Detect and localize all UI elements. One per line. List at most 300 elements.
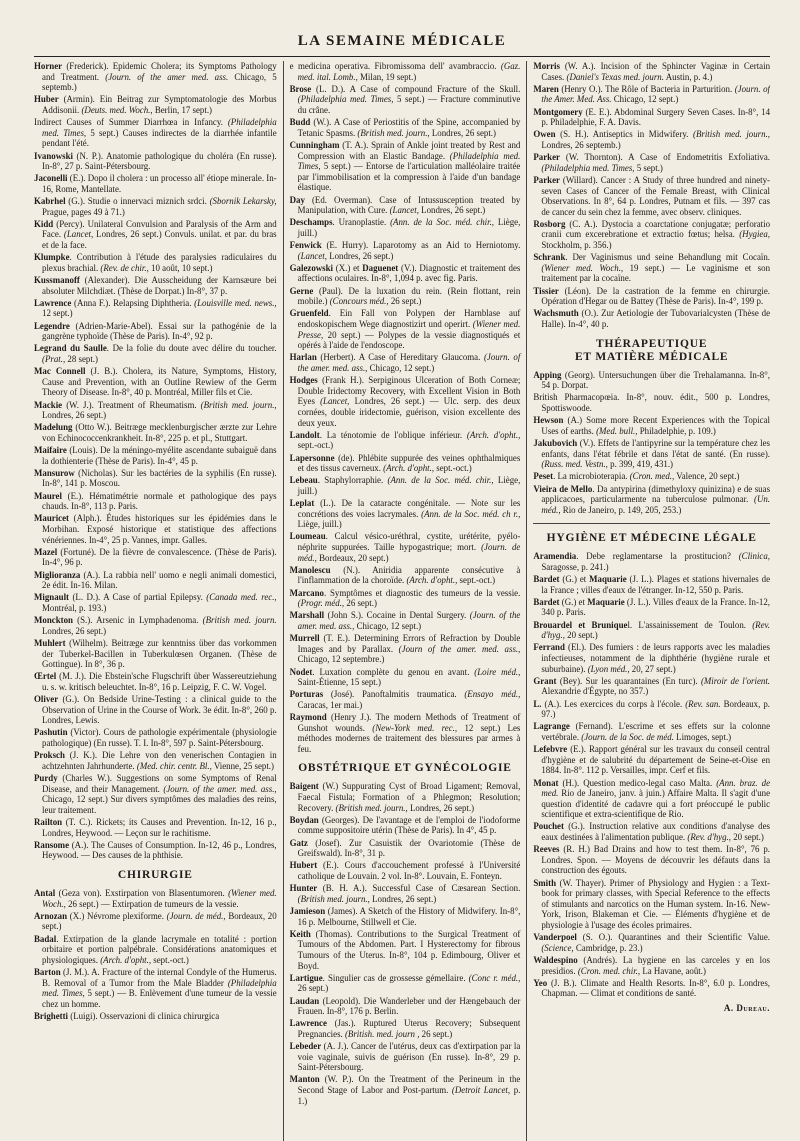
- entry-author: Reeves: [533, 844, 560, 855]
- entry-source: (Lyon méd.,: [587, 663, 630, 674]
- entry-source: (Lancet,: [63, 229, 94, 240]
- entry-text: (Fortuné). De la fièvre de convalescence. (Thèse de Paris). In-4°, 96 p.: [42, 546, 277, 568]
- bibliography-entry: [533, 484, 770, 516]
- entry-source: (Rev. d'hyg.,: [541, 619, 771, 641]
- entry-text: 5 sept.): [634, 162, 663, 173]
- entry-author: Proksch: [34, 750, 65, 761]
- bibliography-entry: [34, 615, 277, 636]
- entry-author: Daguenet: [362, 262, 399, 273]
- entry-text: Limoges, sept.): [673, 731, 732, 742]
- bibliography-entry: [290, 781, 521, 813]
- entry-text: (V.). Effets de l'antipyrine sur la température chez les enfants, dans l'état fébrile et dans l'état de santé. (En russe).: [541, 437, 771, 459]
- entry-text: Vienne, 25 sept.): [211, 760, 274, 771]
- entry-author: Brighetti: [34, 1010, 69, 1021]
- entry-text: Chicago, 12 septembre.): [297, 654, 385, 665]
- bibliography-entry: [533, 721, 770, 742]
- entry-text: . Luxation complète du genou en avant.: [312, 666, 475, 677]
- entry-text: Caracas, 1er mai.): [297, 699, 363, 710]
- entry-author: Budd: [289, 117, 311, 128]
- entry-source: (Sbornik Lekarsky,: [209, 196, 277, 207]
- bibliography-entry: [533, 392, 770, 413]
- entry-source: (Wiener med. Woch.,: [42, 887, 277, 909]
- entry-author: Harlan: [289, 352, 317, 363]
- bibliography-entry: [290, 498, 521, 530]
- entry-text: (R. H.) Bad Drains and how to test them. In-8°, 76 p. Londres. Spon. — Moyens de découvrir les défauts dans la construction des égouts.: [541, 844, 771, 876]
- bibliography-entry: [290, 633, 521, 665]
- entry-source: (Loire méd.,: [474, 666, 521, 677]
- entry-source: (British. med. journ ,: [344, 1028, 420, 1039]
- bibliography-entry: [290, 475, 521, 496]
- entry-text: . Uranoplastie.: [332, 217, 391, 228]
- entry-text: (T. A.). Sprain of Ankle joint treated by Rest and Compression with an Elastic Bandage.: [297, 139, 521, 161]
- entry-text: (T. C.). Rickets; its Causes and Prevention. In-12, 16 p., Londres, Heywood. — Leçon sur le rachitisme.: [42, 817, 277, 838]
- bibliography-entry: [290, 1074, 521, 1106]
- entry-author: Montgomery: [533, 106, 583, 117]
- entry-author: Landolt: [289, 429, 320, 440]
- entry-text: (H.). Question medico-legal caso Malta.: [558, 777, 717, 788]
- entry-text: (A.). La rabbia nell' uomo e negli animali domestici, 2e édit. In-16. Milan.: [42, 569, 277, 591]
- bibliography-entry: [533, 676, 770, 697]
- bibliography-entry: [34, 671, 277, 692]
- entry-source: (Ann. de la Soc. méd. ch r.,: [421, 508, 521, 519]
- entry-text: Chicago, 12 sept.): [354, 620, 422, 631]
- bibliography-entry: [34, 547, 277, 568]
- entry-text: 20 sept.) — Polypes de la vessie diagnostiqués et opérés à l'aide de l'endoscope.: [297, 329, 521, 351]
- entry-text: Chicago, 5 septemb.): [42, 71, 277, 93]
- entry-source: (Cron. med. chir.,: [577, 965, 641, 976]
- entry-source: (Wiener med. Woch.,: [541, 262, 624, 273]
- entry-text: (W.) Suppurating Cyst of Broad Ligament; Removal, Faecal Fistula; Formation of a Phlegmon; Resolution; Recovery.: [297, 781, 521, 813]
- entry-source: (Rev. san.: [685, 698, 721, 709]
- entry-text: (J. M.). A. Fracture of the internal Condyle of the Humerus. B. Removal of a Tumor from the Male Bladder: [42, 966, 277, 988]
- section-heading: HYGIÈNE ET MÉDECINE LÉGALE: [533, 523, 770, 545]
- entry-text: (Geza von). Exstirpation von Blasentumoren.: [55, 887, 229, 898]
- entry-text: (E.). Rapport général sur les travaux du conseil central d'hygiène et de salubrité du département de Seine-et-Oise en 1884. In-8°. 112 p. Versailles, impr. Cerf et fils.: [541, 744, 771, 776]
- entry-text: (A.). The Causes of Consumption. In-12, 46 p., Londres, Heywood. — Des causes de la phthisie.: [42, 839, 277, 861]
- entry-text: (A. J.). Cancer de l'utérus, deux cas d'extirpation par la voie vaginale, suivis de guérison (En russe). In-8°, 29 p. Saint-Pétersbourg.: [297, 1041, 521, 1073]
- entry-text: 5 sept.) — Entorse de l'articulation malléolaire traitée par l'immobilisation et la compression à l'aide d'un bandage élastique.: [297, 161, 521, 193]
- entry-text: (J. K.). Die Lehre von den venerischen Contagien in achtzehnten Jahrhunderte.: [42, 750, 277, 771]
- entry-text: (L. D.). A Case of compound Fracture of the Skull.: [311, 83, 521, 94]
- entry-text: (Louis). De la méningo-myélite ascendante subaiguë dans la dothienterie (Thèse de Paris). In-4°, 45 p.: [42, 445, 277, 466]
- entry-author: Waldespino: [533, 954, 578, 965]
- entry-source: (Gaz. med. ital. Lomb.,: [297, 61, 521, 82]
- entry-text: 10 août, 10 sept.): [148, 262, 213, 273]
- bibliography-entry: [290, 588, 521, 609]
- entry-source: (Journ. de méd.,: [297, 542, 521, 563]
- entry-text: (Wilhelm). Beitræge zur kenntniss über das vorkommen der Tuberkel-Bacillen in Tuberkulœsen Organen. (Thèse de Gottingue). In 8°, 36 p.: [42, 637, 277, 670]
- entry-author: Bardet: [533, 574, 560, 585]
- entry-author: Maren: [533, 83, 559, 94]
- entry-text: Valence, 20 sept.): [674, 471, 740, 482]
- entry-text: (W.). A Case of Periostitis of the Spine, accompanied by Tetanic Spasms.: [297, 117, 521, 138]
- entry-source: (Canada med. rec.,: [206, 592, 277, 603]
- entry-text: Rio de Janeiro, p. 149, 205, 253.): [560, 504, 682, 515]
- bibliography-entry: [290, 140, 521, 193]
- column-3: [526, 61, 770, 1141]
- entry-source: (Lancet,: [389, 205, 419, 216]
- entry-text: (L. D.). A Case of partial Epilepsy.: [69, 592, 207, 603]
- entry-text: (Frederick). Epidemic Cholera; its Symptoms Pathology and Treatment.: [42, 61, 277, 82]
- entry-text: Chicago, 12 sept.): [367, 362, 435, 373]
- bibliography-entry: [533, 308, 770, 329]
- entry-source: (Philadelphia med. Times,: [297, 150, 521, 172]
- entry-author: Legrand du Saulle: [34, 343, 107, 354]
- entry-text: (Alexander). Die Ausscheidung der Karnsæure bei absoluter Milchdiæt. (Thèse de Dorpat.) In-8°, 37 p.: [42, 275, 277, 296]
- bibliography-entry: [290, 352, 521, 373]
- section-heading: CHIRURGIE: [117, 868, 193, 881]
- entry-author: Brose: [289, 83, 312, 94]
- bibliography-entry: [290, 565, 521, 586]
- entry-author: Maquarie: [589, 574, 627, 585]
- entry-author: Yeo: [533, 977, 548, 988]
- entry-source: (Detroit Lancet,: [451, 1085, 511, 1096]
- bibliography-entry: [34, 592, 277, 613]
- entry-source: (Arch. d'opht.,: [383, 463, 435, 474]
- bibliography-entry: [533, 84, 770, 105]
- entry-text: Liège, juill.): [297, 519, 342, 530]
- bibliography-entry: [290, 84, 521, 116]
- entry-author: Horner: [34, 61, 63, 71]
- entry-author: Purdy: [34, 773, 58, 784]
- bibliography-entry: [533, 844, 770, 876]
- entry-text: (V.). Diagnostic et traitement des affections oculaires. In-8°, 1,094 p. avec fig. Paris.: [297, 262, 521, 284]
- entry-source: (Journ. of the Amer. Med. Ass.: [541, 83, 770, 105]
- entry-text: e medicina operativa. Fibromissoma dell' avambraccio.: [289, 61, 501, 71]
- entry-text: . Ein Fall von Polypen der Harnblase auf endoskopischem Wege diagnostizirt und operirt.: [297, 308, 521, 329]
- entry-text: (B. H. A.). Successful Case of Cæsarean Section.: [317, 883, 521, 894]
- entry-source: (Journ. of the amer. med. ass.,: [297, 352, 521, 373]
- entry-author: Gruenfeld: [289, 308, 329, 319]
- entry-author: Marcano: [289, 587, 324, 598]
- bibliography-entry: [533, 620, 770, 641]
- entry-text: (Luigi). Osservazioni di clinica chirurgica: [68, 1010, 220, 1021]
- entry-text: p. 399, 419, 431.): [607, 459, 673, 470]
- entry-source: (Med. chir. centr. Bl.,: [136, 760, 212, 771]
- entry-source: (Ann. de la Soc. méd. chir.,: [390, 217, 495, 228]
- entry-text: Londres, 26 sept.): [42, 625, 107, 636]
- bibliography-entry: [533, 286, 770, 307]
- bibliography-entry: [290, 689, 521, 710]
- entry-text: Londres, 26 sept.) Convuls. unilat. et par. du bras et de la face.: [42, 229, 277, 251]
- entry-text: (Frank H.). Serpiginous Ulceration of Both Corneæ; Double Iridectomy Recovery, with Excellent Vision in Both Eyes: [297, 375, 521, 407]
- entry-text: (Alph.). Études historiques sur les épidémies dans le Morbihan. Exposé historique et statistique des affections vénériennes. In-4°, 25 p. Vannes, impr. Galles.: [42, 513, 277, 545]
- entry-text: . Singulier cas de grossesse gémellaire.: [322, 972, 469, 983]
- entry-text: (Paul). De la luxation du rein. (Rein flottant, rein mobile.): [297, 285, 521, 307]
- entry-author: Mignault: [34, 592, 70, 603]
- entry-text: (Victor). Cours de pathologie expérimentale (physiologie pathologique) (En russe). T. I. In-8°, 597 p. Saint-Pétersbourg.: [42, 727, 277, 749]
- entry-text: Montréal, p. 193.): [42, 602, 107, 613]
- entry-text: (El.). Des fumiers : de leurs rapports avec les maladies infectieuses, notamment de la diphthérie (hygiène rurale et suburbaine).: [541, 642, 771, 674]
- entry-author: Kabrhel: [34, 196, 66, 207]
- entry-source: (Hygiea,: [739, 229, 771, 240]
- entry-text: (G.). Studie o innervaci miznich srdci.: [65, 196, 210, 207]
- entry-author: Pashutin: [34, 727, 68, 738]
- entry-text: (G.). Instruction relative aux conditions d'analyse des eaux destinées à l'alimentation publique.: [541, 821, 771, 843]
- entry-text: (Otto W.). Beitræge mecklenburgischer ærzte zur Lehre von Echinococcenkrankheit. In-8°, 225 p. et pl., Stuttgart.: [42, 422, 277, 443]
- entry-text: (E.). Dopo il cholera : un processo all' étiope minerale. In-16, Rome, Mantellate.: [42, 173, 277, 194]
- entry-author: Manolescu: [289, 564, 331, 575]
- entry-text: 20, 27 sept.): [629, 663, 676, 674]
- bibliography-entry: [290, 117, 521, 138]
- entry-text: (O.). Zur Aetiologie der Tubovarialcysten (Thèse de Halle). In-4°, 40 p.: [541, 308, 771, 329]
- entry-text: (Herbert). A Case of Hereditary Glaucoma.: [316, 352, 484, 363]
- bibliography-entry: [34, 773, 277, 815]
- bibliography-entry: [290, 531, 521, 563]
- entry-author: Maquarie: [587, 596, 625, 607]
- entry-source: (British med. journ.,: [200, 399, 277, 410]
- entry-source: (Journ. of the amer med. ass.: [105, 71, 229, 82]
- entry-author: Mac Connell: [34, 366, 86, 377]
- entry-author: Lebeder: [289, 1041, 322, 1052]
- entry-source: (British med. journ.: [202, 615, 277, 626]
- entry-author: Jakubovich: [533, 437, 578, 448]
- entry-text: (Percy). Unilateral Convulsion and Paralysis of the Arm and Face.: [42, 218, 277, 240]
- bibliography-entry: [34, 513, 277, 545]
- entry-author: Vanderpoel: [533, 932, 577, 943]
- entry-source: (British med. journ.,: [297, 893, 370, 904]
- entry-author: Bardet: [533, 596, 560, 607]
- entry-author: Mansurow: [34, 467, 75, 478]
- section-heading: OBSTÉTRIQUE ET GYNÉCOLOGIE: [298, 762, 512, 775]
- bibliography-entry: [290, 308, 521, 350]
- entry-source: (Rev. de chir.,: [100, 262, 149, 273]
- bibliography-entry: [34, 491, 277, 512]
- entry-author: Oliver: [34, 694, 59, 705]
- section-heading: THÉRAPEUTIQUE ET MATIÈRE MÉDICALE: [574, 337, 729, 363]
- entry-text: Bordeaux, p. 97.): [541, 698, 770, 720]
- entry-text: . Debe reglamentarse la prostitucion?: [576, 551, 739, 562]
- entry-source: (Deuts. med. Woch.,: [81, 104, 153, 115]
- entry-source: (Un. méd.,: [541, 494, 771, 515]
- entry-author: Miglioranza: [34, 569, 81, 580]
- entry-text: Chicago, 12 sept.): [611, 94, 679, 105]
- entry-author: Parker: [533, 152, 560, 163]
- entry-author: Brouardel et Brunique: [533, 619, 628, 630]
- entry-text: Bordeaux, 20 sept.): [42, 910, 277, 932]
- entry-text: p. 1.): [297, 1085, 521, 1106]
- entry-text: (Willard). Cancer : A Study of three hundred and ninety-seven Cases of Cancer of the Female Breast, with Clinical Observations. In 8°, 64 p. Londres, Putnam et fils. — 397 cas de cancer du sein chez la femme, avec observ. cliniques.: [541, 174, 771, 217]
- bibliography-entry: [533, 574, 770, 595]
- entry-author: Maifaire: [34, 445, 67, 456]
- bibliography-entry: [290, 667, 521, 688]
- entry-author: Muhlert: [34, 637, 66, 648]
- entry-author: Ivanowski: [34, 150, 73, 161]
- bibliography-entry: [34, 117, 277, 149]
- entry-text: Alexandrie d'Égypte, no 357.): [541, 686, 649, 697]
- entry-text: Londres, 26 sept.): [418, 205, 486, 216]
- entry-text: (Adrien-Marie-Abel). Essai sur la pathogénie de la gangrène typhoïde (Thèse de Paris). In-4°, 92 p.: [42, 320, 277, 342]
- entry-author: Œrtel: [34, 671, 57, 682]
- bibliography-entry: [34, 275, 277, 296]
- entry-text: Londres, 26 sept.): [42, 410, 107, 421]
- entry-source: (Lancet,: [320, 396, 350, 407]
- entry-source: (Prat.,: [42, 353, 66, 364]
- entry-author: Cunningham: [289, 139, 340, 150]
- entry-author: Hunter: [289, 883, 318, 894]
- bibliography-entry: [290, 929, 521, 971]
- entry-text: Saragosse, p. 241.): [541, 561, 609, 572]
- entry-author: Railton: [34, 817, 63, 827]
- bibliography-entry: [34, 173, 277, 194]
- bibliography-entry: [290, 973, 521, 994]
- bibliography-entry: [533, 152, 770, 173]
- entry-source: (British med. journ.,: [693, 129, 771, 140]
- entry-author: Marshall: [289, 610, 325, 621]
- bibliography-entry: [533, 551, 770, 572]
- entry-author: Legendre: [34, 320, 70, 331]
- bibliography-entry: [533, 415, 770, 436]
- column-1: [34, 61, 283, 1141]
- bibliography-entry: [34, 911, 277, 932]
- journal-title: LA SEMAINE MÉDICALE: [297, 33, 507, 49]
- entry-text: Londres, 26 sept.): [407, 802, 475, 813]
- bibliography-entry: [533, 61, 770, 82]
- entry-author: Rosborg: [533, 218, 566, 229]
- entry-text: Prague, pages 49 à 71.): [42, 206, 125, 217]
- entry-author: Peset: [533, 471, 554, 482]
- entry-text: (J. B.). Climate and Health Resorts. In-8°, 6.0 p. Londres, Chapman. — Climat et conditions de santé.: [541, 977, 771, 999]
- bibliography-entry: [533, 642, 770, 674]
- bibliography-entry: [533, 175, 770, 217]
- bibliography-entry: [290, 453, 521, 474]
- entry-text: (James). A Sketch of the History of Midwifery. In-8°, 16 p. Melbourne, Stillwell et Cie.: [297, 905, 521, 927]
- entry-source: (Cron. med.,: [629, 471, 675, 482]
- entry-source: (Philadelphia med. Times,: [42, 977, 277, 999]
- bibliography-entry: [34, 94, 277, 115]
- entry-text: Chicago, 12 sept.) Sur divers symptômes des maladies des reins, leur traitement.: [42, 794, 277, 815]
- bibliography-entry: [34, 817, 277, 838]
- entry-text: sept.-oct.): [151, 954, 189, 965]
- entry-author: Laudan: [289, 995, 320, 1006]
- bibliography-entry: [34, 840, 277, 861]
- columns: [34, 61, 770, 1141]
- entry-text: (W. Thornton). A Case of Endometritis Exfoliativa.: [559, 152, 771, 163]
- entry-text: (J. L.). Plages et stations hivernales de la France ; villes d'eaux de l'étranger. In-12, 550 p. Paris.: [541, 574, 771, 595]
- bibliography-entry: [34, 638, 277, 670]
- entry-source: (Journ. of the amer. med. ass.,: [297, 610, 521, 631]
- bibliography-entry: [290, 430, 521, 451]
- entry-author: Monckton: [34, 615, 73, 626]
- entry-text: Londres, 26 sept.): [369, 893, 437, 904]
- entry-text: 12 sept.) Les méthodes modernes de traitement des blessures par armes à feu.: [297, 722, 521, 754]
- entry-author: Smith: [533, 877, 557, 888]
- entry-text: (Charles W.). Suggestions on some Symptoms of Renal Disease, and their Management.: [42, 773, 277, 794]
- entry-text: Bordeaux, 20 sept.): [316, 552, 389, 563]
- entry-author: Lawrence: [34, 297, 72, 308]
- entry-text: (W. J.). Treatment of Rheumatism.: [62, 399, 201, 410]
- bibliography-entry: [290, 1041, 521, 1073]
- entry-author: Vieira de Mello: [533, 483, 593, 494]
- entry-text: (T. E.). Determining Errors of Refraction by Double Images and by Parallax.: [297, 633, 521, 654]
- bibliography-entry: [290, 1018, 521, 1039]
- entry-text: (Andrés). La hygiene en las carceles y en los presidios.: [541, 954, 771, 976]
- entry-author: Jamieson: [289, 905, 326, 916]
- bibliography-entry: [34, 321, 277, 342]
- entry-author: Leplat: [289, 498, 315, 509]
- entry-text: (X.) Névrome plexiforme.: [67, 910, 167, 921]
- entry-author: Schrank: [533, 252, 566, 263]
- entry-source: (Daniel's Texas med. journ.: [566, 71, 664, 82]
- entry-author: Arnozan: [34, 910, 68, 921]
- entry-author: Jaconelli: [34, 173, 68, 184]
- bibliography-entry: [34, 750, 277, 771]
- entry-text: (W. A.). Incision of the Sphincter Vaginæ in Certain Cases.: [541, 61, 771, 82]
- entry-text: Londres, 26 sept.) — Ulc. serp. des deux cornées, double iridectomie, guérison, vision excellente des deux yeux.: [297, 396, 521, 428]
- bibliography-entry: [290, 610, 521, 631]
- entry-text: . Da antypirina (dimethyloxy quinizina) e de suas applicacoes, particularmente na tuberculose pulmonar.: [541, 483, 771, 505]
- entry-source: (Ann. braz. de med.: [541, 777, 771, 799]
- entry-source: (New-York med. rec.,: [372, 722, 458, 733]
- entry-text: Londres, 26 septemb.): [541, 139, 621, 150]
- bibliography-entry: [34, 400, 277, 421]
- entry-text: sept.-oct.): [457, 575, 496, 586]
- bibliography-entry: [533, 107, 770, 128]
- entry-text: (A.). Les exercices du corps à l'école.: [541, 698, 686, 709]
- bibliography-entry: [34, 694, 277, 726]
- entry-text: Saint-Étienne, 15 sept.): [297, 677, 381, 688]
- entry-text: (Thomas). Contributions to the Surgical Treatment of Tumours of the Abdomen. Part. I Hysterectomy for fibrous Tumours of the Uterus. In-8°, 104 p. Edimbourg, Oliver et Boyd.: [297, 928, 521, 971]
- entry-author: Galezowski: [289, 262, 334, 273]
- bibliography-entry: [290, 860, 521, 881]
- entry-author: Apping: [533, 369, 562, 380]
- entry-author: Maurel: [34, 490, 62, 501]
- entry-text: 19 sept.) — Le vaginisme et son traitement par la cocaïne.: [541, 262, 771, 284]
- entry-text: sept.-oct.): [297, 440, 334, 451]
- entry-source: (Louisville med. news.,: [194, 297, 277, 308]
- entry-text: 5 sept.) Causes indirectes de la diarrhée infantile pendant l'été.: [42, 127, 277, 149]
- entry-author: Keith: [289, 928, 311, 939]
- entry-text: (Léon). De la castration de la femme en chirurgie. Opération d'Hegar ou de Battey (Thèse de Paris). In-4°, 199 p.: [541, 285, 771, 307]
- entry-author: Gerne: [289, 285, 314, 296]
- entry-author: Mauricet: [34, 513, 69, 524]
- entry-author: Tissier: [533, 285, 559, 296]
- bibliography-entry: [34, 1011, 277, 1022]
- entry-source: (Arch. d'opht.,: [406, 575, 458, 586]
- entry-text: (Georges). De l'avantage et de l'emploi de l'iodoforme comme suppositoire utérin (Thèse de Paris). In 4°, 45 p.: [297, 814, 521, 836]
- entry-author: Murrell: [289, 633, 320, 644]
- entry-text: 20 sept.): [564, 630, 598, 641]
- entry-text: Rio de Janeiro, janv. à juin.) Affaire Malta. Il s'agit d'une question d'identité de cadavre qui a fort préoccupé le public scientifique et extra-scientifique de Rio.: [541, 788, 771, 820]
- bibliography-entry: [290, 815, 521, 836]
- entry-author: Pouchet: [533, 821, 564, 832]
- entry-source: (Miroir de l'orient.: [700, 675, 771, 686]
- entry-text: 5 sept.) — B. Enlèvement d'une tumeur de la vessie chez un homme.: [42, 988, 277, 1009]
- entry-author: Kussmanoff: [34, 275, 80, 286]
- bibliography-entry: [533, 252, 770, 284]
- entry-author: Lagrange: [533, 721, 570, 732]
- entry-source: (Journ of the amer. med. ass.,: [398, 643, 521, 654]
- entry-text: (Georg). Untersuchungen über die Trehalamanna. In-8°, 54 p. Dorpat.: [541, 369, 771, 391]
- entry-text: (E.). Hématimétrie normale et pathologique des pays chauds. In-8°, 113 p. Paris.: [42, 490, 277, 512]
- entry-author: Parker: [533, 174, 560, 185]
- entry-text: (E. E.). Abdominal Surgery Seven Cases. In-8°, 14 p. Philadelphie, F. A. Davis.: [541, 106, 771, 128]
- entry-source: (Wiener med. Presse,: [297, 319, 521, 340]
- entry-text: (Fernand). L'escrime et ses effets sur la colonne vertébrale.: [541, 721, 771, 742]
- entry-text: British Pharmacopœia. In-8°, nouv. édit., 500 p. Londres, Spottiswoode.: [533, 392, 771, 413]
- bibliography-entry: [290, 286, 521, 307]
- bibliography-entry: [290, 263, 521, 284]
- bibliography-entry: [533, 878, 770, 931]
- entry-author: Owen: [533, 129, 556, 140]
- entry-author: Baigent: [289, 781, 319, 792]
- entry-text: . Staphylorraphie.: [317, 475, 388, 486]
- entry-text: (Anna F.). Relapsing Diphtheria.: [71, 297, 195, 308]
- entry-source: (British med. journ.,: [357, 127, 430, 138]
- entry-text: 26 sept.): [297, 983, 329, 994]
- entry-author: Aramendia: [533, 551, 577, 562]
- entry-text: (E.). Cours d'accouchement professé à l'Université catholique de Louvain. 2 vol. In-8°. Louvain, E. Fonteyn.: [297, 860, 521, 881]
